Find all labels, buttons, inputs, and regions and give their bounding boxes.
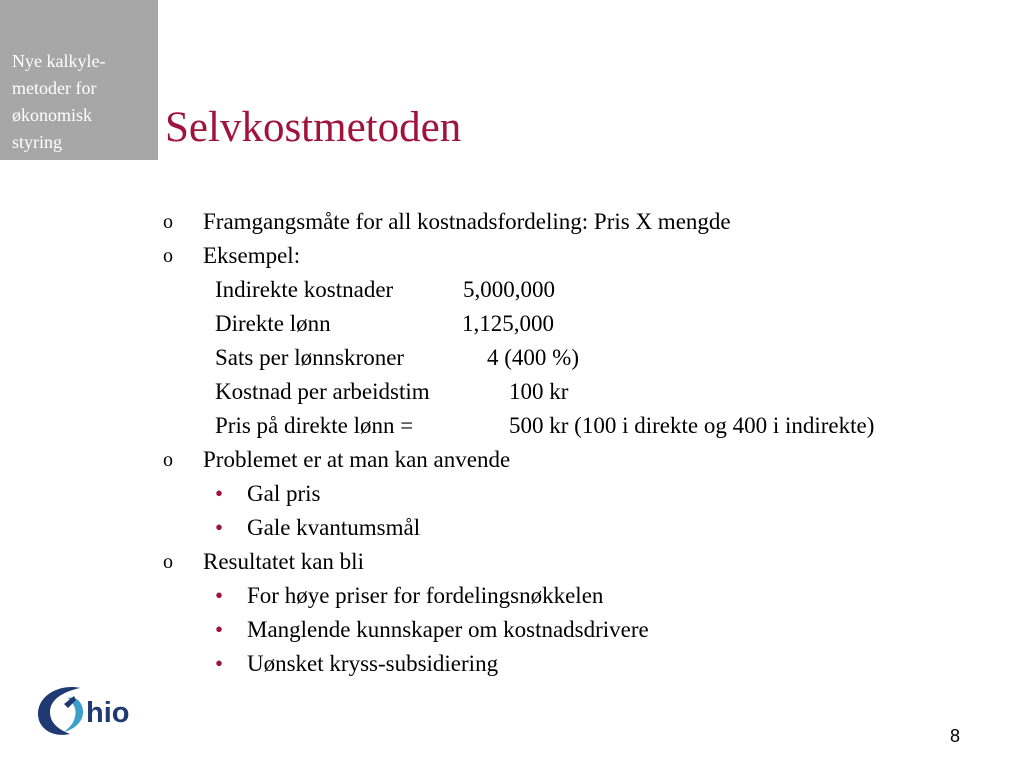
bullet-item [163,443,1013,477]
example-row [163,273,1013,307]
sub-bullet-item [163,613,1013,647]
example-value: 100 kr [509,379,569,404]
bullet-item [163,205,1013,239]
bullet-item [163,239,1013,273]
sidebar-line: økonomisk [12,105,93,125]
sub-bullet-text: Gale kvantumsmål [247,515,421,540]
bullet-text: Eksempel: [203,243,301,268]
sub-bullet-marker: • [215,651,224,676]
sub-bullet-marker: • [215,583,224,608]
example-label: Pris på direkte lønn = [215,413,414,438]
sub-bullet-text: Manglende kunnskaper om kostnadsdrivere [247,617,649,642]
bullet-marker: o [163,449,173,471]
sub-bullet-marker: • [215,617,224,642]
example-value: 500 kr (100 i direkte og 400 i indirekte) [509,413,875,438]
sub-bullet-text: For høye priser for fordelingsnøkkelen [247,583,604,608]
example-row [163,375,1013,409]
sidebar-course-box [0,0,158,160]
example-value: 1,125,000 [462,311,554,336]
sub-bullet-marker: • [215,515,224,540]
example-label: Kostnad per arbeidstim [215,379,430,404]
bullet-text: Resultatet kan bli [203,549,364,574]
example-row [163,307,1013,341]
example-row [163,409,1013,443]
example-row [163,341,1013,375]
sidebar-line: Nye kalkyle- [12,51,106,71]
bullet-text: Framgangsmåte for all kostnadsfordeling: Pris X mengde [203,209,731,234]
example-value: 5,000,000 [463,277,555,302]
example-label: Sats per lønnskroner [215,345,405,370]
bullet-marker: o [163,551,173,573]
sub-bullet-item [163,511,1013,545]
sub-bullet-item [163,647,1013,681]
example-value: 4 (400 %) [487,345,579,370]
sub-bullet-item [163,477,1013,511]
sub-bullet-text: Uønsket kryss-subsidiering [247,651,499,676]
sub-bullet-item [163,579,1013,613]
slide-title: Selvkostmetoden [165,104,462,151]
bullet-text: Problemet er at man kan anvende [203,447,511,472]
sub-bullet-text: Gal pris [247,481,321,506]
sidebar-line: styring [12,132,63,152]
bullet-item [163,545,1013,579]
sub-bullet-marker: • [215,481,224,506]
bullet-marker: o [163,245,173,267]
slide-content [163,205,1013,681]
example-label: Direkte lønn [215,311,331,336]
bullet-marker: o [163,211,173,233]
example-label: Indirekte kostnader [215,277,394,302]
sidebar-line: metoder for [12,78,97,98]
page-number: 8 [950,726,961,746]
hio-logo-text: hio [86,697,130,729]
